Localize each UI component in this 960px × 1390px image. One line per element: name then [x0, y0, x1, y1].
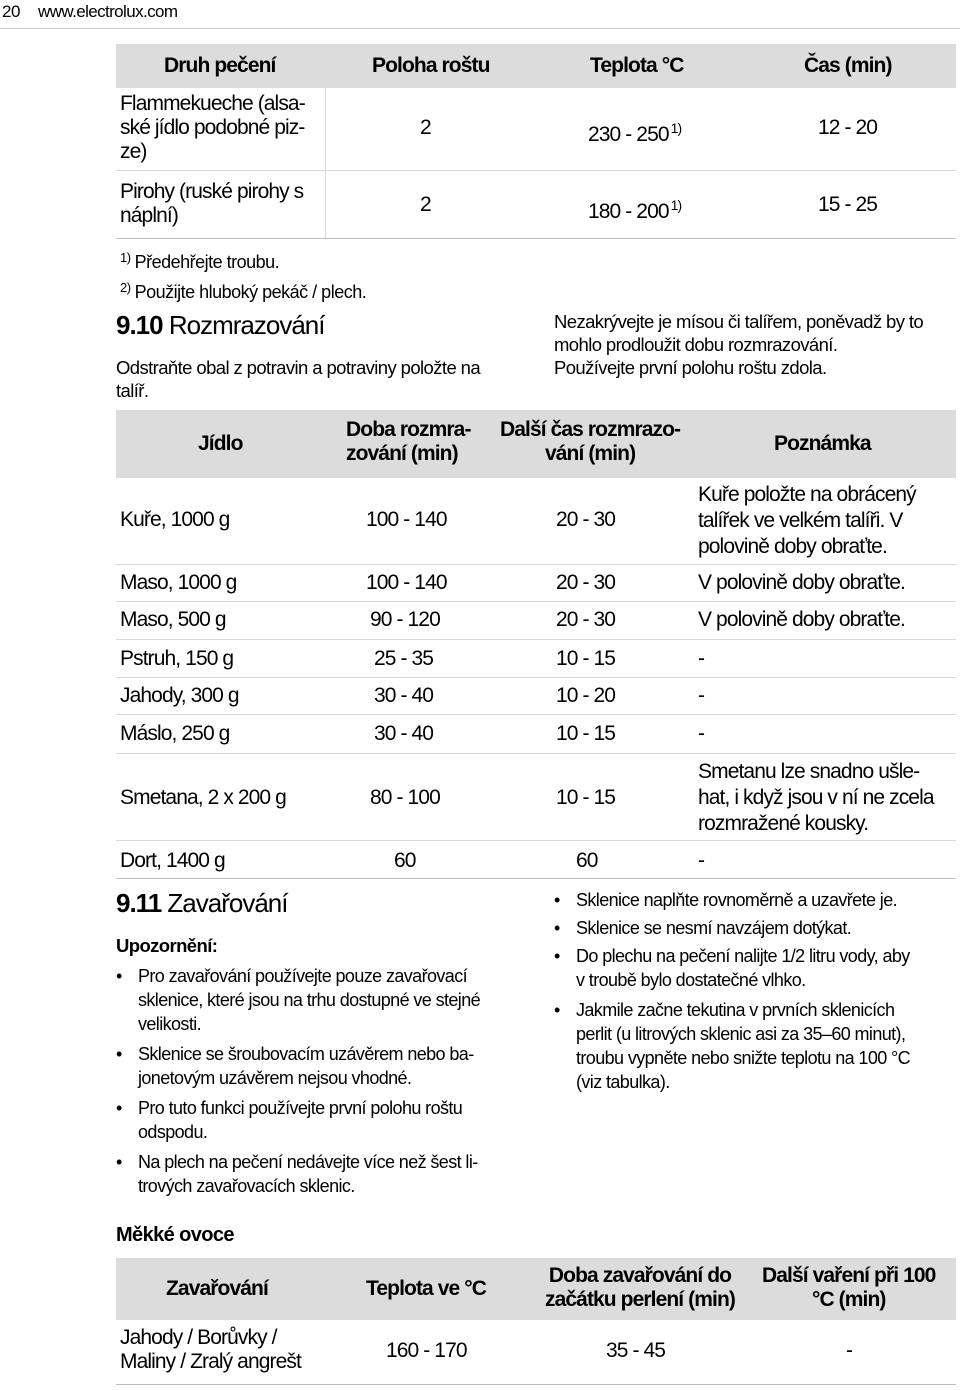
soft-fruit-label: Měkké ovoce — [116, 1224, 234, 1246]
defrost-note: Nezakrývejte je mísou či talířem, poněvadž by to mohlo prodloužit dobu rozmrazování. Používejte první polohu roštu zdola. — [554, 311, 924, 378]
list-item: • Pro zavařování používejte pouze zavařovací sklenice, které jsou na trhu dostupné ve stejné velikosti. — [116, 966, 481, 1034]
defrost-row-4-time: 25 - 35 — [374, 647, 434, 670]
defrost-row-2-time: 100 - 140 — [366, 571, 447, 594]
defrost-col-food: Jídlo — [198, 432, 243, 455]
baking-row-1-temp: 230 - 250 $^{1)}$ — [588, 120, 682, 146]
fruit-row-1-fruit: Jahody / Borůvky / Maliny / Zralý angrešt — [120, 1326, 301, 1373]
baking-row-2-temp: 180 - 200 $^{1)}$ — [588, 197, 682, 223]
defrost-row-4-extra: 10 - 15 — [556, 647, 616, 670]
fruit-table-bottom-rule — [116, 1384, 956, 1385]
defrost-row-4-note: - — [698, 647, 705, 670]
list-item: • Sklenice se nesmí navzájem dotýkat. — [554, 918, 852, 938]
defrost-row-5-time: 30 - 40 — [374, 684, 434, 707]
defrost-row-1-time: 100 - 140 — [366, 508, 447, 531]
defrost-row-5-note: - — [698, 684, 705, 707]
list-item: • Na plech na pečení nedávejte více než šest li- trových zavařovacích sklenic. — [116, 1152, 478, 1196]
defrost-row-6-extra: 10 - 15 — [556, 722, 616, 745]
list-item: • Jakmile začne tekutina v prvních sklenicích perlit (u litrových sklenic asi za 35–60 minut), troubu vypněte nebo snižte teplotu na 100 °C (viz tabulka). — [554, 1000, 911, 1092]
defrost-row-rule — [116, 840, 956, 841]
defrost-row-1-extra: 20 - 30 — [556, 508, 616, 531]
baking-table-divider — [325, 88, 326, 238]
defrost-row-5-food: Jahody, 300 g — [120, 684, 239, 707]
footnote-2: $^{2)}$ Použijte hluboký pekáč / plech. — [120, 280, 367, 302]
defrost-row-rule — [116, 714, 956, 715]
defrost-row-3-note: V polovině doby obraťte. — [698, 608, 905, 631]
defrost-row-rule — [116, 753, 956, 754]
page-number: 20 — [2, 2, 20, 21]
defrost-row-2-note: V polovině doby obraťte. — [698, 571, 905, 594]
defrost-row-6-time: 30 - 40 — [374, 722, 434, 745]
defrost-row-7-note: Smetanu lze snadno ušle- hat, i když jsou v ní ne zcela rozmražené kousky. — [698, 760, 934, 835]
baking-row-1-position: 2 — [420, 116, 431, 139]
list-item: • Sklenice se šroubovacím uzávěrem nebo ba- jonetovým uzávěrem nejsou vhodné. — [116, 1044, 474, 1088]
fruit-row-1-time: 35 - 45 — [606, 1339, 666, 1362]
fruit-row-1-temp: 160 - 170 — [386, 1339, 467, 1362]
defrost-col-note: Poznámka — [774, 432, 871, 455]
footnote-1: $^{1)}$ Předehřejte troubu. — [120, 250, 280, 272]
defrost-row-5-extra: 10 - 20 — [556, 684, 616, 707]
baking-row-2-position: 2 — [420, 193, 431, 216]
fruit-row-1-extra: - — [846, 1339, 853, 1362]
defrost-row-8-extra: 60 — [576, 849, 598, 872]
baking-table-bottom-rule — [116, 238, 956, 239]
defrost-row-7-food: Smetana, 2 x 200 g — [120, 786, 286, 809]
defrost-row-6-food: Máslo, 250 g — [120, 722, 230, 745]
baking-row-2-time: 15 - 25 — [818, 193, 878, 216]
list-item: • Sklenice naplňte rovnoměrně a uzavřete je. — [554, 890, 898, 910]
defrost-row-6-note: - — [698, 722, 705, 745]
list-item: • Do plechu na pečení nalijte 1/2 litru vody, aby v troubě bylo dostatečné vlhko. — [554, 946, 910, 990]
defrost-row-8-note: - — [698, 849, 705, 872]
defrost-row-1-note: Kuře položte na obrácený talířek ve velkém talíři. V polovině doby obraťte. — [698, 483, 916, 558]
defrost-intro: Odstraňte obal z potravin a potraviny položte na talíř. — [116, 357, 481, 401]
defrost-table-bottom-rule — [116, 878, 956, 879]
baking-col-temp: Teplota °C — [590, 54, 684, 77]
section-title-defrost: 9.10 Rozmrazování — [116, 310, 325, 340]
baking-col-dish: Druh pečení — [164, 54, 276, 77]
defrost-col-time: Doba rozmra- zování (min) — [346, 418, 471, 465]
baking-col-time: Čas (min) — [804, 54, 892, 77]
baking-row-1-time: 12 - 20 — [818, 116, 878, 139]
defrost-row-8-time: 60 — [394, 849, 416, 872]
fruit-col-extra: Další vaření při 100 °C (min) — [762, 1264, 936, 1311]
defrost-row-rule — [116, 677, 956, 678]
warning-label: Upozornění: — [116, 935, 218, 956]
defrost-row-3-food: Maso, 500 g — [120, 608, 226, 631]
fruit-col-canning: Zavařování — [166, 1277, 268, 1300]
defrost-row-rule — [116, 639, 956, 640]
defrost-row-8-food: Dort, 1400 g — [120, 849, 225, 872]
canning-warnings-list — [116, 964, 480, 1198]
defrost-row-4-food: Pstruh, 150 g — [120, 647, 234, 670]
defrost-row-3-extra: 20 - 30 — [556, 608, 616, 631]
defrost-col-extra: Další čas rozmrazo- vání (min) — [500, 418, 681, 465]
defrost-row-3-time: 90 - 120 — [370, 608, 440, 631]
header-rule — [0, 28, 960, 29]
canning-steps-list — [554, 888, 910, 1094]
defrost-row-rule — [116, 564, 956, 565]
defrost-row-2-food: Maso, 1000 g — [120, 571, 237, 594]
baking-row-1-dish: Flammekueche (alsa- ské jídlo podobné piz- ze) — [120, 92, 305, 163]
baking-row-rule — [116, 170, 956, 171]
defrost-row-7-time: 80 - 100 — [370, 786, 440, 809]
defrost-row-rule — [116, 601, 956, 602]
baking-row-2-dish: Pirohy (ruské pirohy s náplní) — [120, 180, 304, 227]
baking-col-position: Poloha roštu — [372, 54, 490, 77]
fruit-col-temp: Teplota ve °C — [366, 1277, 487, 1300]
section-title-canning: 9.11 Zavařování — [116, 888, 288, 918]
defrost-row-2-extra: 20 - 30 — [556, 571, 616, 594]
list-item: • Pro tuto funkci používejte první polohu roštu odspodu. — [116, 1098, 463, 1142]
website-url: www.electrolux.com — [38, 2, 178, 21]
defrost-row-7-extra: 10 - 15 — [556, 786, 616, 809]
defrost-row-1-food: Kuře, 1000 g — [120, 508, 230, 531]
fruit-col-time: Doba zavařování do začátku perlení (min) — [545, 1264, 735, 1311]
